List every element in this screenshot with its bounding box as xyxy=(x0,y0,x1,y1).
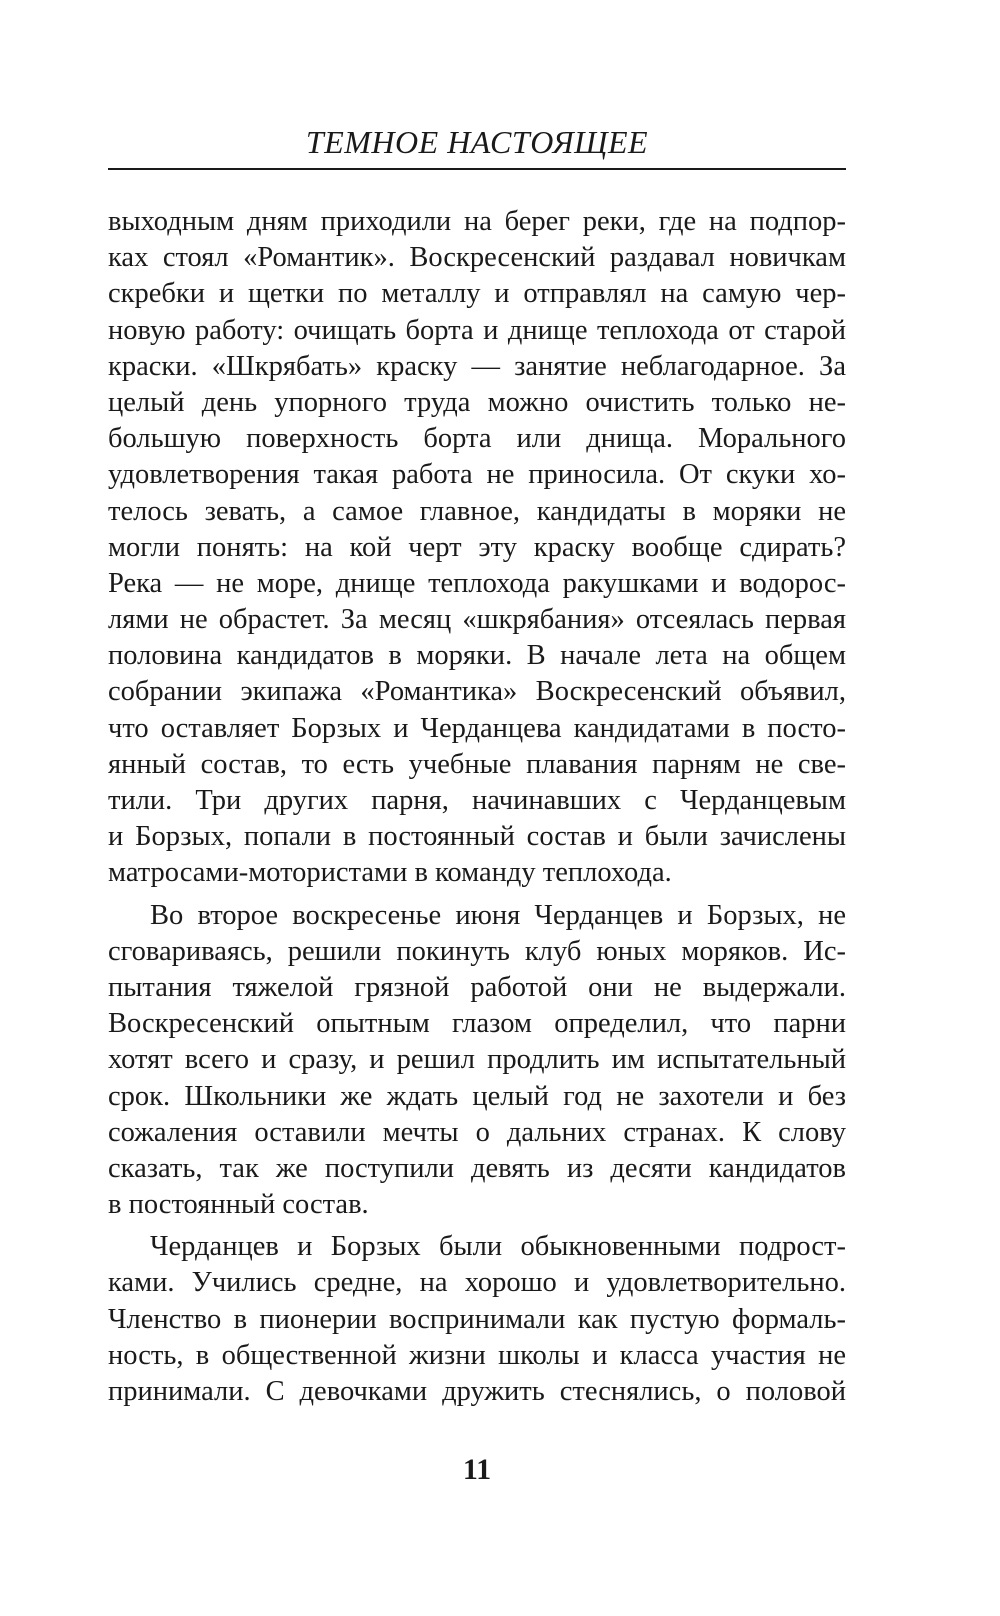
text-line: ках стоял «Романтик». Воскресенский раздавал новичкам xyxy=(108,242,846,274)
text-line: лями не обрастет. За месяц «шкрябания» отсеялась первая xyxy=(108,604,846,636)
text-line: новую работу: очищать борта и днище теплохода от старой xyxy=(108,314,846,346)
text-line: Во второе воскресенье июня Черданцев и Борзых, не xyxy=(150,899,846,931)
text-line: краски. «Шкрябать» краску — занятие неблагодарное. За xyxy=(108,350,846,382)
text-line: Воскресенский опытным глазом определил, что парни xyxy=(108,1008,846,1040)
text-line: Черданцев и Борзых были обыкновенными подрост- xyxy=(150,1231,846,1263)
running-head: ТЕМНОЕ НАСТОЯЩЕЕ xyxy=(305,124,649,160)
page-number: 11 xyxy=(462,1453,492,1486)
text-line: сговариваясь, решили покинуть клуб юных моряков. Ис- xyxy=(108,935,846,967)
text-line: собрании экипажа «Романтика» Воскресенский объявил, xyxy=(108,676,846,708)
text-line: ками. Учились средне, на хорошо и удовлетворительно. xyxy=(108,1267,846,1299)
text-line: принимали. С девочками дружить стеснялись, о половой xyxy=(108,1376,846,1407)
text-line: что оставляет Борзых и Черданцева кандидатами в посто- xyxy=(108,712,846,744)
text-line: удовлетворения такая работа не приносила. От скуки хо- xyxy=(108,459,846,491)
text-line: половина кандидатов в моряки. В начале лета на общем xyxy=(108,640,846,672)
header-rule xyxy=(108,168,846,170)
text-line: янный состав, то есть учебные плавания парням не све- xyxy=(108,748,846,780)
text-line: Членство в пионерии воспринимали как пустую формаль- xyxy=(108,1303,846,1335)
text-line: тили. Три других парня, начинавших с Черданцевым xyxy=(108,785,846,816)
text-line: сказать, так же поступили девять из десяти кандидатов xyxy=(108,1152,846,1184)
text-line: скребки и щетки по металлу и отправлял на самую чер- xyxy=(108,278,846,310)
text-line: в постоянный состав. xyxy=(108,1189,369,1221)
text-line: большую поверхность борта или днища. Морального xyxy=(108,423,846,455)
text-line: и Борзых, попали в постоянный состав и были зачислены xyxy=(108,821,846,853)
text-line: матросами-мотористами в команду теплохода. xyxy=(108,857,672,889)
text-line: Река — не море, днище теплохода ракушками и водорос- xyxy=(108,567,846,599)
text-line: выходным дням приходили на берег реки, где на подпор- xyxy=(108,206,846,237)
text-line: могли понять: на кой черт эту краску вообще сдирать? xyxy=(108,531,846,563)
text-line: телось зевать, а самое главное, кандидаты в моряки не xyxy=(108,495,846,527)
text-line: целый день упорного труда можно очистить только не- xyxy=(108,386,846,418)
body-text xyxy=(108,204,846,1410)
text-line: хотят всего и сразу, и решил продлить им испытательный xyxy=(108,1044,846,1076)
text-line: срок. Школьники же ждать целый год не захотели и без xyxy=(108,1080,846,1112)
text-line: сожаления оставили мечты о дальних странах. К слову xyxy=(108,1116,846,1148)
text-line: пытания тяжелой грязной работой они не выдержали. xyxy=(108,971,846,1003)
text-line: ность, в общественной жизни школы и класса участия не xyxy=(108,1339,846,1371)
